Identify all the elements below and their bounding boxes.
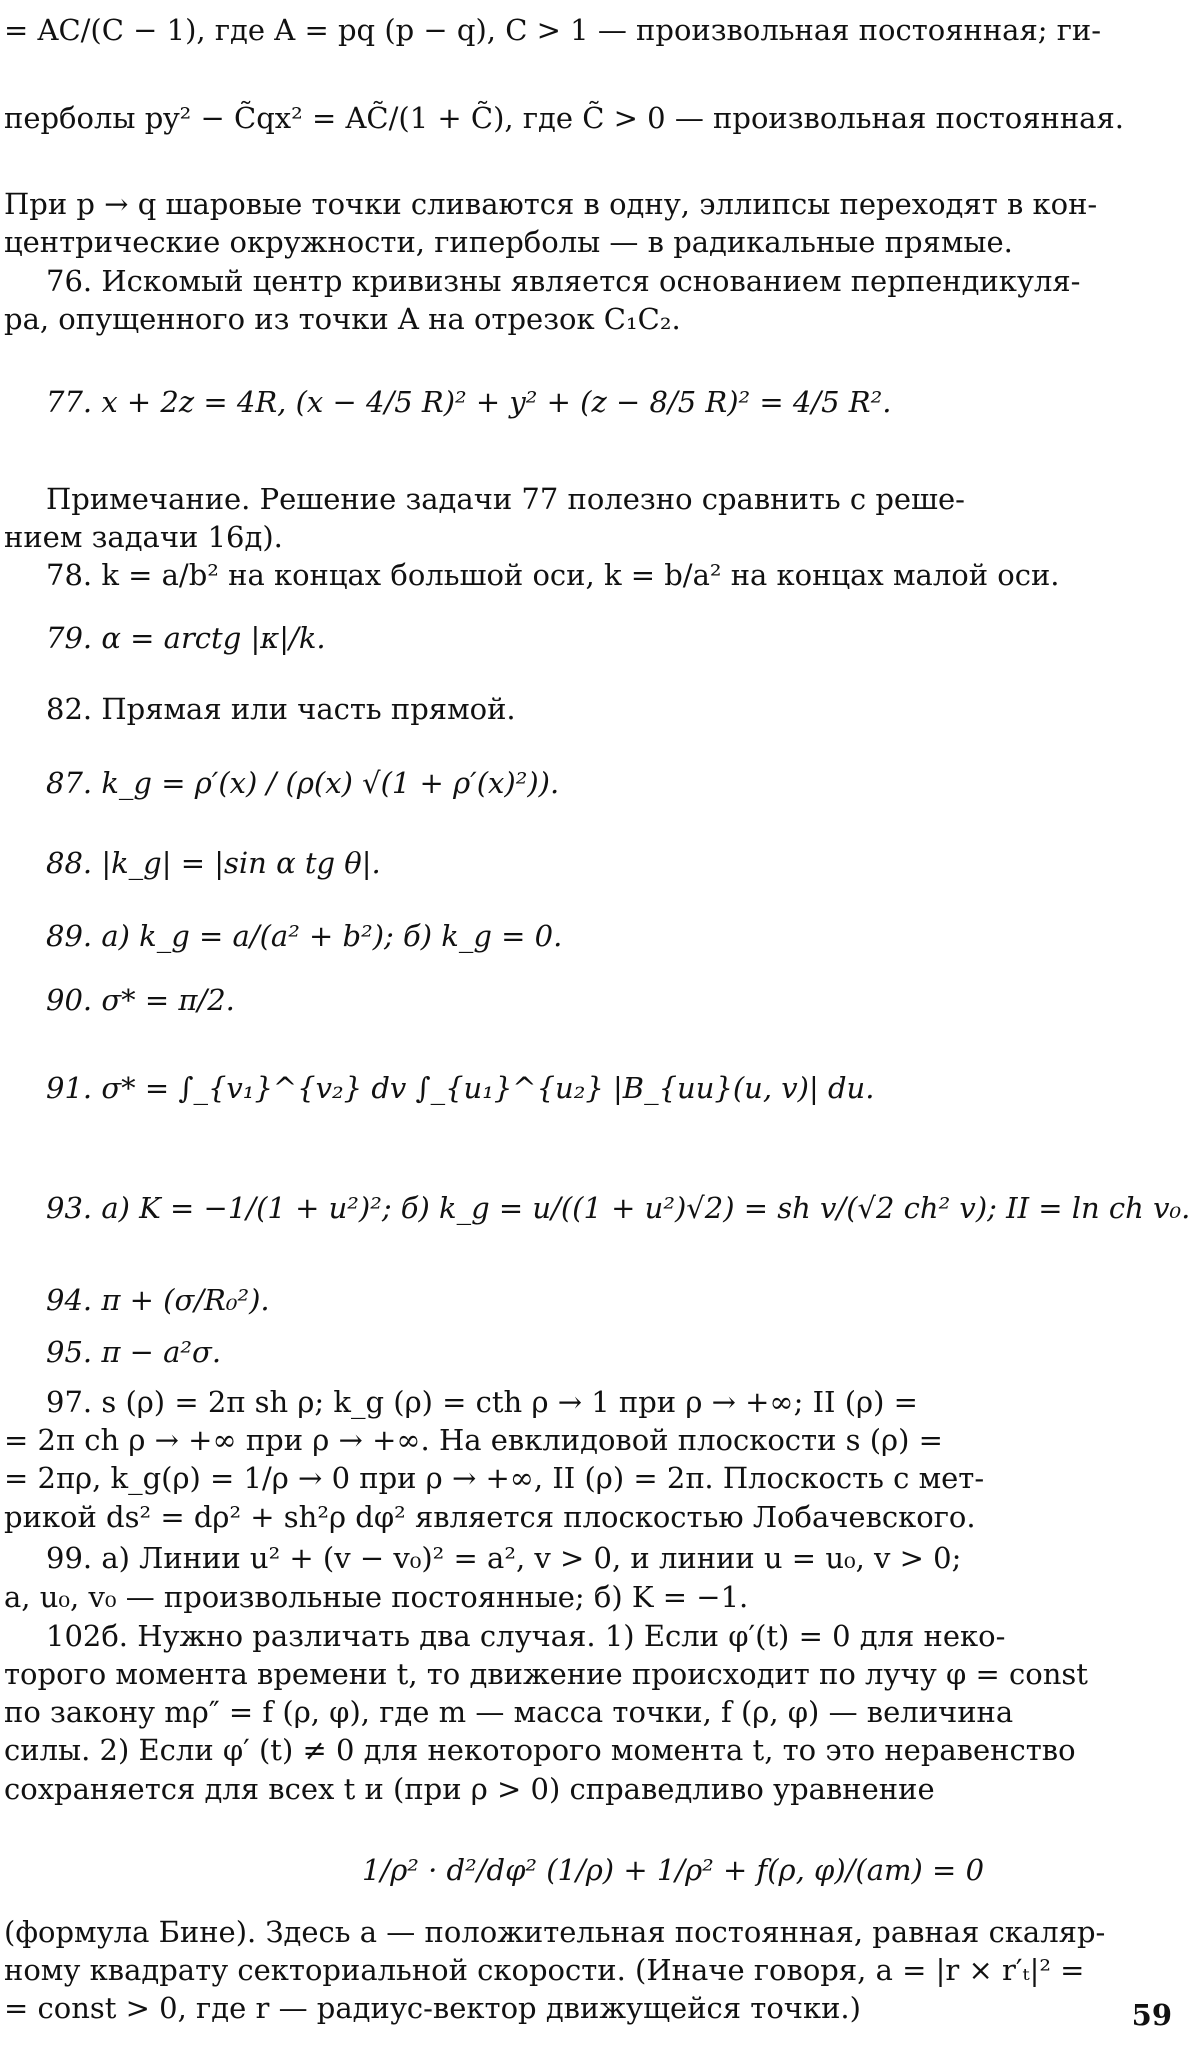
text-line-10: 78. k = a/b² на концах большой оси, k = b/a² на концах малой оси.: [46, 558, 1060, 592]
text-line-14: 88. |k_g| = |sin α tg θ|.: [46, 846, 381, 880]
text-line-3: При p → q шаровые точки сливаются в одну, эллипсы переходят в кон-: [4, 187, 1098, 221]
text-line-33: (формула Бине). Здесь a — положительная постоянная, равная скаляр-: [4, 1915, 1106, 1949]
text-line-20: 95. π − a²σ.: [46, 1335, 222, 1369]
text-line-6: ра, опущенного из точки A на отрезок C₁C₂.: [4, 302, 681, 336]
text-line-7: 77. x + 2z = 4R, (x − 4/5 R)² + y² + (z − 8/5 R)² = 4/5 R².: [46, 385, 892, 419]
text-line-1: = AC/(C − 1), где A = pq (p − q), C > 1 — произвольная постоянная; ги-: [4, 13, 1102, 47]
text-line-27: 102б. Нужно различать два случая. 1) Если φ′(t) = 0 для неко-: [46, 1619, 1006, 1653]
text-line-15: 89. а) k_g = a/(a² + b²); б) k_g = 0.: [46, 919, 563, 953]
text-line-9: нием задачи 16д).: [4, 520, 283, 554]
text-line-12: 82. Прямая или часть прямой.: [46, 692, 516, 726]
text-line-24: рикой ds² = dρ² + sh²ρ dφ² является плоскостью Лобачевского.: [4, 1500, 976, 1534]
text-line-32: 1/ρ² · d²/dφ² (1/ρ) + 1/ρ² + f(ρ, φ)/(am) = 0: [362, 1853, 985, 1887]
text-line-35: = const > 0, где r — радиус-вектор движущейся точки.): [4, 1991, 861, 2025]
text-line-28: торого момента времени t, то движение происходит по лучу φ = const: [4, 1657, 1088, 1691]
text-line-31: сохраняется для всех t и (при ρ > 0) справедливо уравнение: [4, 1772, 935, 1806]
text-line-34: ному квадрату секториальной скорости. (Иначе говоря, a = |r × r′ₜ|² =: [4, 1953, 1085, 1987]
text-line-4: центрические окружности, гиперболы — в радикальные прямые.: [4, 225, 1013, 259]
text-line-17: 91. σ* = ∫_{v₁}^{v₂} dv ∫_{u₁}^{u₂} |B_{uu}(u, v)| du.: [46, 1071, 875, 1105]
text-line-5: 76. Искомый центр кривизны является основанием перпендикуля-: [46, 264, 1081, 298]
text-line-2: перболы py² − C̃qx² = AC̃/(1 + C̃), где C̃ > 0 — произвольная постоянная.: [4, 101, 1124, 135]
text-line-19: 94. π + (σ/R₀²).: [46, 1283, 270, 1317]
text-line-13: 87. k_g = ρ′(x) / (ρ(x) √(1 + ρ′(x)²)).: [46, 766, 560, 800]
text-line-25: 99. а) Линии u² + (v − v₀)² = a², v > 0, и линии u = u₀, v > 0;: [46, 1541, 962, 1575]
text-line-21: 97. s (ρ) = 2π sh ρ; k_g (ρ) = cth ρ → 1 при ρ → +∞; II (ρ) =: [46, 1385, 918, 1419]
text-line-22: = 2π ch ρ → +∞ при ρ → +∞. На евклидовой плоскости s (ρ) =: [4, 1423, 943, 1457]
text-line-23: = 2πρ, k_g(ρ) = 1/ρ → 0 при ρ → +∞, II (ρ) = 2π. Плоскость с мет-: [4, 1461, 985, 1495]
page-number: 59: [1131, 1998, 1172, 2032]
text-line-18: 93. а) K = −1/(1 + u²)²; б) k_g = u/((1 + u²)√2) = sh v/(√2 ch² v); II = ln ch v₀.: [46, 1191, 1191, 1225]
text-line-11: 79. α = arctg |κ|/k.: [46, 621, 326, 655]
text-line-26: a, u₀, v₀ — произвольные постоянные; б) K = −1.: [4, 1580, 749, 1614]
text-line-30: силы. 2) Если φ′ (t) ≠ 0 для некоторого момента t, то это неравенство: [4, 1733, 1076, 1767]
text-line-29: по закону mρ″ = f (ρ, φ), где m — масса точки, f (ρ, φ) — величина: [4, 1695, 1014, 1729]
text-line-8: Примечание. Решение задачи 77 полезно сравнить с реше-: [46, 482, 965, 516]
text-line-16: 90. σ* = π/2.: [46, 983, 235, 1017]
